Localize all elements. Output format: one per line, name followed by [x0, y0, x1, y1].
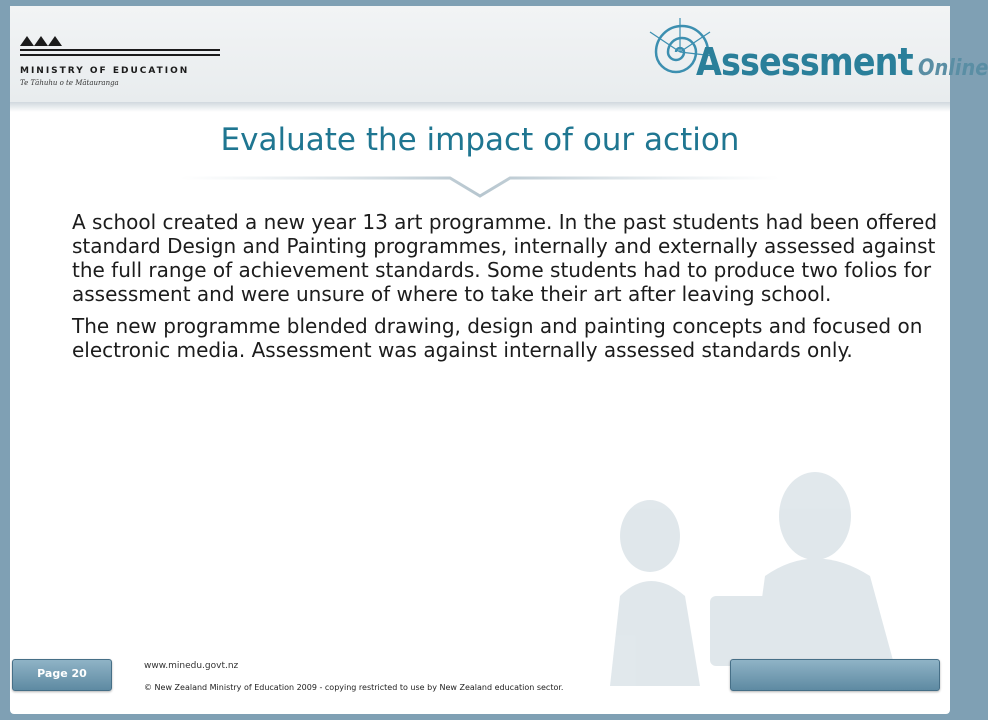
slide-body — [72, 210, 944, 370]
page-number-label: Page 20 — [37, 667, 87, 680]
footer-bar-right — [730, 659, 940, 691]
ministry-subtitle: Te Tāhuhu o te Mātauranga — [20, 79, 119, 87]
background-photo — [570, 446, 950, 686]
brand-title — [696, 40, 988, 84]
header-shadow — [10, 102, 950, 112]
header-banner — [10, 6, 988, 102]
brand-title-suffix: Online — [917, 56, 988, 81]
body-paragraph-2: The new programme blended drawing, design and painting concepts and focused on electronic media. Assessment was against internally assessed standards only. — [72, 314, 923, 362]
slide-title: Evaluate the impact of our action — [220, 122, 740, 158]
body-paragraph-1: A school created a new year 13 art programme. In the past students had been offered standard Design and Painting programmes, internally and externally assessed against the full range of achievement standards. Some students had to produce two folios for assessment and were unsure of where to take their art after leaving school. — [72, 210, 938, 306]
footer-url: www.minedu.govt.nz — [144, 661, 239, 671]
ministry-name: MINISTRY OF EDUCATION — [20, 66, 190, 76]
footer-copyright: © New Zealand Ministry of Education 2009 - copying restricted to use by New Zealand education sector. — [144, 683, 564, 692]
slide — [10, 6, 988, 714]
title-divider — [180, 166, 780, 206]
page-number-bar — [12, 659, 112, 691]
brand-title-main: Assessment — [696, 40, 913, 84]
